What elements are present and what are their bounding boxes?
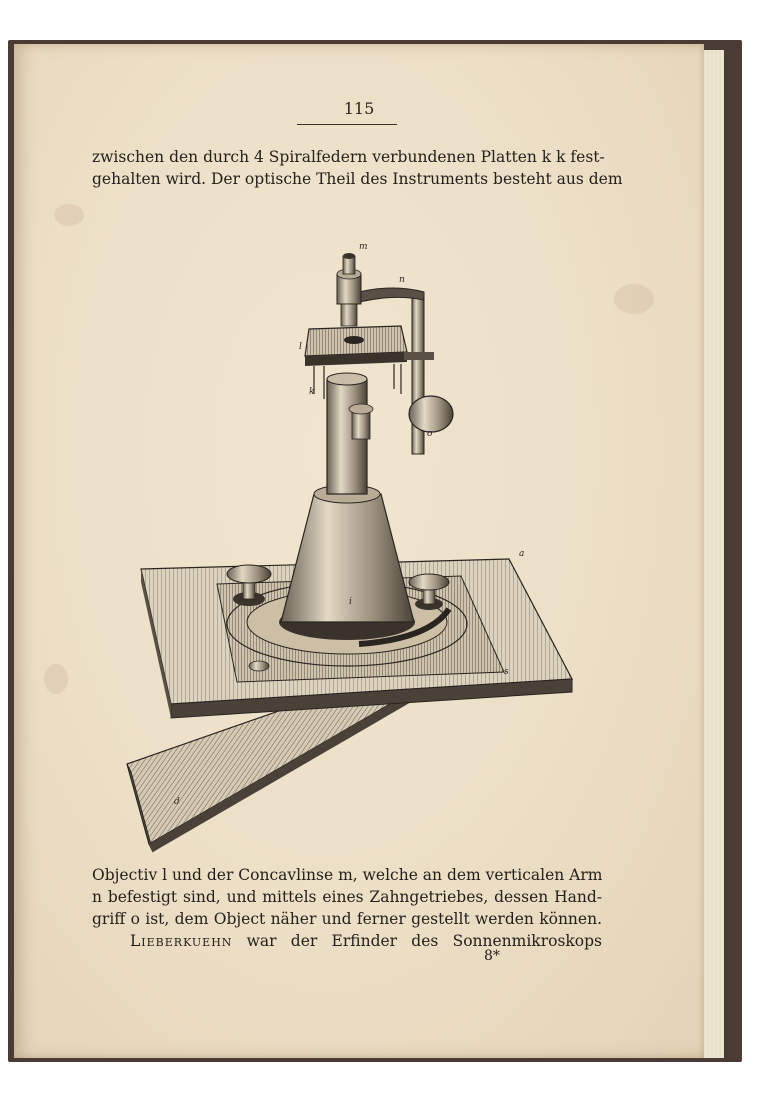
signature-mark: 8*	[484, 948, 500, 964]
text-line: griff o ist, dem Object näher und ferner gestellt werden können.	[92, 910, 602, 928]
text-line: zwischen den durch 4 Spiralfedern verbundenen Platten k k fest-	[92, 148, 605, 166]
foxing-spot	[44, 664, 68, 694]
objective-head	[337, 253, 424, 326]
figure-label-i: i	[349, 597, 352, 607]
figure-label-k: k	[309, 387, 315, 397]
page-number-rule	[297, 124, 397, 125]
paragraph-bottom	[92, 864, 602, 952]
paragraph-top	[92, 146, 623, 190]
figure-label-n: n	[399, 275, 405, 285]
foxing-spot	[54, 204, 84, 226]
text-line: n befestigt sind, und mittels eines Zahngetriebes, dessen Hand-	[92, 888, 602, 906]
figure-label-o: o	[427, 429, 433, 439]
foxing-spot	[614, 284, 654, 314]
figure-label-d: d	[174, 797, 180, 807]
text-line: Objectiv l und der Concavlinse m, welche an dem verticalen Arm	[92, 866, 603, 884]
author-name: Lieberkuehn	[130, 932, 233, 950]
microscope-illustration	[109, 204, 579, 864]
small-screw	[249, 661, 269, 671]
conical-pillar	[279, 485, 415, 640]
page-number: 115	[343, 99, 375, 118]
text-line: gehalten wird. Der optische Theil des Instruments besteht aus dem	[92, 170, 623, 188]
figure-label-a: a	[519, 549, 525, 559]
text-line-rest: war der Erfinder des Sonnenmikroskops	[232, 932, 602, 950]
text-line	[92, 930, 602, 952]
upper-tube	[327, 373, 373, 494]
figure-label-m: m	[359, 242, 368, 252]
book-page	[14, 44, 704, 1058]
figure-label-s: s	[504, 667, 509, 677]
figure-label-l: l	[299, 342, 302, 352]
